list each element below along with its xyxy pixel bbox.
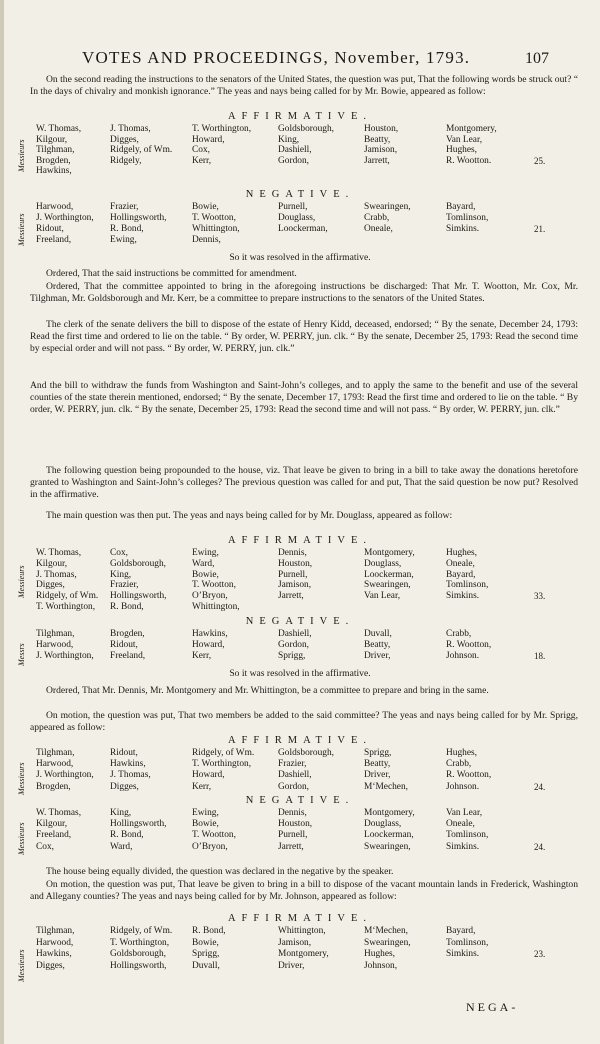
member-name: Simkins.	[446, 949, 480, 959]
paragraph: Ordered, That the said instructions be committed for amendment.	[46, 268, 297, 279]
member-name: Johnson.	[446, 651, 480, 661]
paragraph: The house being equally divided, the question was declared in the negative by the speaker.	[46, 866, 394, 877]
member-name: Bowie,	[192, 819, 219, 830]
member-name: Beatty,	[364, 759, 391, 770]
member-name: Swearingen,	[364, 202, 411, 212]
member-name: Johnson,	[364, 960, 398, 971]
member-name: Frazier,	[110, 202, 139, 212]
member-name: Brogden,	[36, 781, 71, 792]
member-name: O’Bryon,	[192, 591, 228, 602]
member-name: O’Bryon,	[192, 841, 228, 852]
member-name: Swearingen,	[364, 841, 411, 852]
member-name: Beatty,	[364, 134, 391, 145]
member-name: Frazier,	[110, 580, 139, 591]
member-name: Gordon,	[278, 640, 309, 650]
member-name: Harwood,	[36, 202, 74, 212]
member-name: Loockerman,	[364, 569, 414, 580]
messieurs-label: Messieurs	[17, 822, 26, 855]
affirmative-heading: AFFIRMATIVE.	[227, 913, 373, 924]
member-name: Houston,	[364, 124, 399, 134]
member-name: Ridgely, of Wm.	[36, 591, 99, 602]
member-name: Loockerman,	[278, 224, 328, 234]
member-name: Cox,	[110, 548, 128, 558]
member-name: Digges,	[36, 580, 65, 591]
member-name: Dashiell,	[278, 145, 312, 155]
member-name: Kerr,	[192, 781, 212, 792]
member-name: T. Worthington,	[36, 602, 96, 612]
member-name: Hughes,	[446, 145, 477, 155]
member-name: W. Thomas,	[36, 548, 82, 558]
member-name: Duvall,	[364, 629, 392, 639]
member-name: Purnell,	[278, 830, 308, 841]
vote-count: 25.	[534, 155, 546, 166]
member-name: Freeland,	[36, 235, 72, 245]
member-name: Bayard,	[446, 202, 476, 212]
member-name: Hughes,	[446, 548, 477, 558]
member-name: Bayard,	[446, 926, 476, 936]
vote-count: 23.	[534, 949, 546, 959]
member-name: Jamison,	[278, 580, 312, 591]
member-name: Goldsborough,	[110, 949, 166, 959]
member-name: Dennis,	[192, 235, 221, 245]
paragraph: On motion, the question was put, That two members be added to the said committee? The yeas and nays being called for by Mr. Sprigg, appeared as follow:	[30, 710, 578, 734]
member-name: Howard,	[192, 770, 225, 781]
paragraph: The main question was then put. The yeas and nays being called for by Mr. Douglass, appeared as follow:	[46, 510, 453, 521]
messieurs-label: Messieurs	[17, 949, 26, 982]
member-name: Hawkins,	[36, 949, 72, 959]
member-name: Bowie,	[192, 937, 219, 948]
member-name: W. Thomas,	[36, 808, 82, 818]
messieurs-label: Messieurs	[17, 565, 26, 598]
member-name: Whittington,	[192, 602, 240, 612]
member-name: Ridgely,	[110, 155, 142, 166]
member-name: Ridgely, of Wm.	[192, 748, 255, 758]
member-name: Kilgour,	[36, 558, 68, 569]
paragraph: On motion, the question was put, That leave be given to bring in a bill to dispose of the vacant mountain lands in Frederick, Washington and Allegany counties? The yeas and nays being called for by Mr. Johnson, appeared as follow:	[30, 879, 578, 903]
member-name: Hollingsworth,	[110, 591, 167, 602]
member-name: Harwood,	[36, 937, 74, 948]
member-name: Ewing,	[192, 548, 219, 558]
member-name: Tomlinson,	[446, 937, 489, 948]
member-name: Crabb,	[446, 629, 472, 639]
member-name: Kerr,	[192, 651, 212, 661]
member-name: Tomlinson,	[446, 580, 489, 591]
member-name: Crabb,	[364, 213, 390, 223]
binding-edge	[0, 0, 4, 1044]
member-name: Ridgely, of Wm.	[110, 926, 173, 936]
member-name: Ward,	[192, 558, 215, 569]
member-name: Hollingsworth,	[110, 960, 167, 971]
member-name: Tilghman,	[36, 926, 75, 936]
member-name: Tomlinson,	[446, 213, 489, 223]
member-name: Goldsborough,	[278, 748, 334, 758]
member-name: Sprigg,	[278, 651, 306, 661]
member-name: M‘Mechen,	[364, 781, 408, 792]
member-name: Montgomery,	[278, 949, 329, 959]
member-name: Driver,	[364, 770, 391, 781]
member-name: King,	[110, 569, 132, 580]
member-name: Bayard,	[446, 569, 476, 580]
member-name: Swearingen,	[364, 580, 411, 591]
member-name: Jarrett,	[278, 841, 304, 852]
member-name: T. Wootton,	[192, 213, 236, 223]
member-name: R. Bond,	[110, 830, 144, 841]
paragraph: Ordered, That the committee appointed to bring in the aforegoing instructions be discharged: That Mr. T. Wootton, Mr. Cox, Mr. Tilghman, Mr. Goldsborough and Mr. Kerr, be a committee to prepare instructions to the senators of the United States.	[30, 281, 578, 305]
member-name: Douglass,	[278, 213, 316, 223]
member-name: Freeland,	[36, 830, 72, 841]
member-name: Driver,	[278, 960, 305, 971]
member-name: Sprigg,	[364, 748, 392, 758]
member-name: Houston,	[278, 819, 313, 830]
member-name: Hughes,	[364, 949, 395, 959]
member-name: Simkins.	[446, 591, 480, 602]
member-name: Tomlinson,	[446, 830, 489, 841]
negative-heading: NEGATIVE.	[245, 795, 355, 806]
member-name: Montgomery,	[364, 808, 415, 818]
member-name: Brogden,	[110, 629, 145, 639]
member-name: Oneale,	[446, 558, 475, 569]
member-name: Purnell,	[278, 202, 308, 212]
member-name: R. Bond,	[192, 926, 226, 936]
member-name: J. Worthington,	[36, 213, 94, 223]
member-name: Ward,	[110, 841, 133, 852]
member-name: Ewing,	[110, 235, 137, 245]
member-name: Dennis,	[278, 808, 307, 818]
member-name: Simkins.	[446, 841, 480, 852]
member-name: Swearingen,	[364, 937, 411, 948]
catchword: NEGA-	[466, 1000, 519, 1014]
member-name: J. Thomas,	[110, 124, 151, 134]
member-name: Montgomery,	[364, 548, 415, 558]
page-header: VOTES AND PROCEEDINGS, November, 1793.	[82, 48, 471, 67]
messieurs-label: Messieurs	[17, 213, 26, 246]
member-name: Hughes,	[446, 748, 477, 758]
vote-count: 33.	[534, 591, 546, 602]
member-name: R. Bond,	[110, 602, 144, 612]
member-name: Tilghman,	[36, 145, 75, 155]
member-name: W. Thomas,	[36, 124, 82, 134]
member-name: Oneale,	[364, 224, 393, 234]
vote-count: 18.	[534, 651, 546, 661]
paragraph: On the second reading the instructions to the senators of the United States, the question was put, That the following words be struck out? “ In the days of chivalry and monkish ignorance.” The yeas and nays being called for by Mr. Bowie, appeared as follow:	[30, 74, 578, 98]
member-name: Kilgour,	[36, 134, 68, 145]
vote-count: 21.	[534, 224, 546, 234]
member-name: Houston,	[278, 558, 313, 569]
vote-count: 24.	[534, 841, 546, 852]
member-name: R. Wootton.	[446, 155, 492, 166]
member-name: T. Wootton,	[192, 580, 236, 591]
member-name: Dennis,	[278, 548, 307, 558]
resolution: So it was resolved in the affirmative.	[229, 668, 371, 679]
member-name: Jarrett,	[278, 591, 304, 602]
page-number: 107	[525, 50, 549, 67]
member-name: Douglass,	[364, 819, 402, 830]
member-name: T. Wootton,	[192, 830, 236, 841]
member-name: Goldsborough,	[110, 558, 166, 569]
member-name: Goldsborough,	[278, 124, 334, 134]
paragraph: The clerk of the senate delivers the bill to dispose of the estate of Henry Kidd, deceased, endorsed; “ By the senate, December 24, 1793: Read the first time and ordered to lie on the table. “ By order, W. PERRY, jun. clk. “ By the senate, December 25, 1793: Read the second time by especial order and will not pass. “ By order, W. PERRY, jun. clk.”	[30, 319, 578, 355]
member-name: M‘Mechen,	[364, 926, 408, 936]
affirmative-heading: AFFIRMATIVE.	[227, 735, 373, 746]
member-name: Hawkins,	[110, 759, 146, 770]
member-name: Oneale,	[446, 819, 475, 830]
messieurs-label: Messieurs	[17, 762, 26, 795]
member-name: Crabb,	[446, 759, 472, 770]
member-name: Howard,	[192, 134, 225, 145]
member-name: King,	[278, 134, 300, 145]
member-name: Ridout,	[110, 640, 138, 650]
member-name: Tilghman,	[36, 629, 75, 639]
member-name: Jamison,	[278, 937, 312, 948]
member-name: King,	[110, 808, 132, 818]
member-name: Kilgour,	[36, 819, 68, 830]
member-name: R. Wootton,	[446, 770, 492, 781]
member-name: Hollingsworth,	[110, 819, 167, 830]
member-name: Duvall,	[192, 960, 220, 971]
member-name: Digges,	[110, 781, 139, 792]
member-name: R. Bond,	[110, 224, 144, 234]
member-name: Brogden,	[36, 155, 71, 166]
member-name: Driver,	[364, 651, 391, 661]
member-name: J. Thomas,	[110, 770, 151, 781]
member-name: Ewing,	[192, 808, 219, 818]
member-name: Sprigg,	[192, 949, 220, 959]
member-name: Freeland,	[110, 651, 146, 661]
affirmative-heading: AFFIRMATIVE.	[227, 535, 373, 546]
member-name: Cox,	[192, 145, 210, 155]
negative-heading: NEGATIVE.	[245, 189, 355, 200]
member-name: Van Lear,	[446, 808, 483, 818]
member-name: Bowie,	[192, 569, 219, 580]
messieurs-label: Messrs	[17, 643, 26, 666]
member-name: T. Worthington,	[110, 937, 170, 948]
member-name: Ridout,	[36, 224, 64, 234]
member-name: T. Worthington,	[192, 759, 252, 770]
member-name: Dashiell,	[278, 770, 312, 781]
member-name: Van Lear,	[364, 591, 401, 602]
paragraph: The following question being propounded to the house, viz. That leave be given to bring in a bill to take away the donations heretofore granted to Washington and Saint-John’s colleges? The previous question was called for and put, That the said question be now put? Resolved in the affirmative.	[30, 465, 578, 501]
member-name: J. Worthington,	[36, 651, 94, 661]
member-name: Van Lear,	[446, 134, 483, 145]
member-name: Loockerman,	[364, 830, 414, 841]
affirmative-heading: AFFIRMATIVE.	[227, 111, 373, 122]
member-name: Whittington,	[278, 926, 326, 936]
messieurs-label: Messieurs	[17, 139, 26, 172]
member-name: Kerr,	[192, 155, 212, 166]
paragraph: And the bill to withdraw the funds from Washington and Saint-John’s colleges, and to apply the same to the benefit and use of the several counties of the state therein mentioned, endorsed; “ By the senate, December 17, 1793: Read the first time and ordered to lie on the table. “ By order, W. PERRY, jun. clk. “ By the senate, December 25, 1793: Read the second time and will not pass. “ By order, W. PERRY, jun. clk.”	[30, 380, 578, 416]
member-name: J. Worthington,	[36, 770, 94, 781]
member-name: Howard,	[192, 640, 225, 650]
member-name: Dashiell,	[278, 629, 312, 639]
member-name: T. Worthington,	[192, 124, 252, 134]
member-name: Johnson.	[446, 781, 480, 792]
member-name: Hollingsworth,	[110, 213, 167, 223]
member-name: Bowie,	[192, 202, 219, 212]
member-name: Harwood,	[36, 759, 74, 770]
member-name: Digges,	[36, 960, 65, 971]
vote-count: 24.	[534, 781, 546, 792]
member-name: Gordon,	[278, 781, 309, 792]
member-name: Gordon,	[278, 155, 309, 166]
member-name: Harwood,	[36, 640, 74, 650]
paragraph: Ordered, That Mr. Dennis, Mr. Montgomery and Mr. Whittington, be a committee to prepare and bring in the same.	[46, 685, 489, 696]
member-name: Whittington,	[192, 224, 240, 234]
member-name: Beatty,	[364, 640, 391, 650]
member-name: Simkins.	[446, 224, 480, 234]
member-name: Douglass,	[364, 558, 402, 569]
member-name: Tilghman,	[36, 748, 75, 758]
negative-heading: NEGATIVE.	[245, 616, 355, 627]
member-name: Jamison,	[364, 145, 398, 155]
member-name: Ridout,	[110, 748, 138, 758]
member-name: Montgomery,	[446, 124, 497, 134]
member-name: Hawkins,	[36, 166, 72, 176]
member-name: R. Wootton,	[446, 640, 492, 650]
member-name: Cox,	[36, 841, 54, 852]
member-name: Ridgely, of Wm.	[110, 145, 173, 155]
resolution: So it was resolved in the affirmative.	[229, 252, 371, 263]
member-name: Jarrett,	[364, 155, 390, 166]
member-name: Hawkins,	[192, 629, 228, 639]
member-name: J. Thomas,	[36, 569, 77, 580]
member-name: Purnell,	[278, 569, 308, 580]
member-name: Frazier,	[278, 759, 307, 770]
member-name: Digges,	[110, 134, 139, 145]
